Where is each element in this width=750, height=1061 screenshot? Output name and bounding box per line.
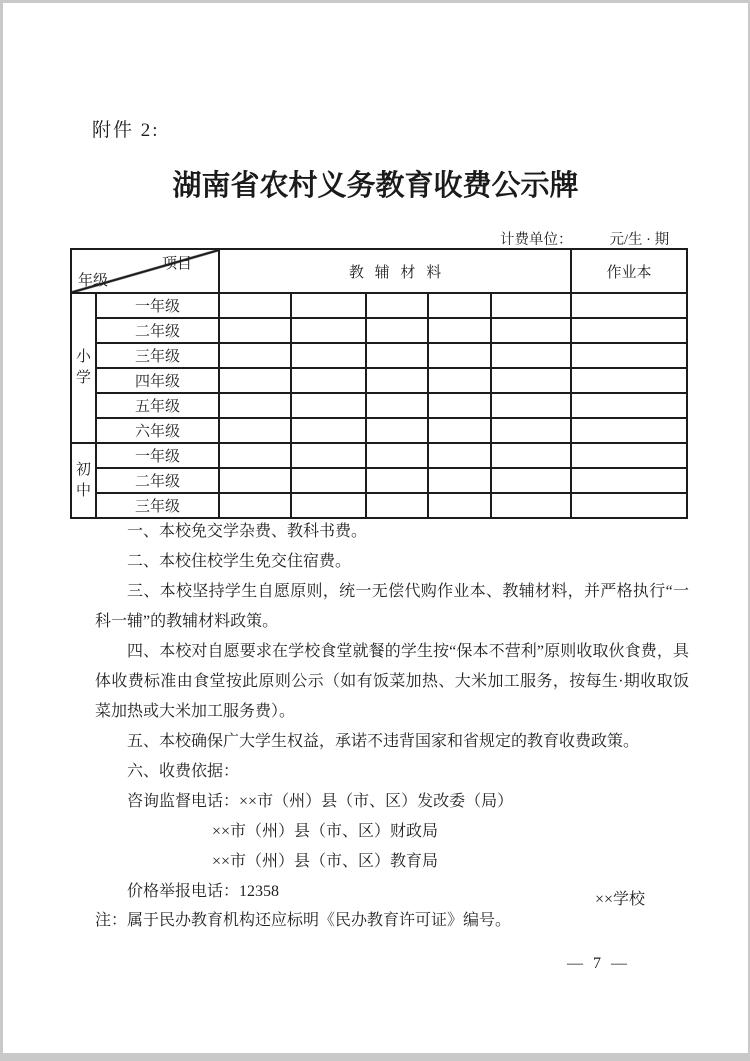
fee-cell <box>219 293 291 318</box>
fee-cell <box>366 393 428 418</box>
fee-cell <box>366 318 428 343</box>
note-item-6: 六、收费依据： <box>127 763 240 780</box>
grade-cell: 二年级 <box>96 468 219 493</box>
grade-cell: 二年级 <box>96 318 219 343</box>
fee-cell <box>491 443 571 468</box>
fee-cell <box>219 493 291 518</box>
fee-cell <box>571 393 687 418</box>
attachment-label: 附件 2: <box>92 120 160 141</box>
fee-cell <box>571 368 687 393</box>
fee-cell <box>491 343 571 368</box>
school-group-primary: 小学 <box>71 293 96 443</box>
fee-cell <box>428 393 491 418</box>
fee-cell <box>571 293 687 318</box>
fee-cell <box>291 343 366 368</box>
fee-cell <box>491 293 571 318</box>
fee-cell <box>491 393 571 418</box>
fee-cell <box>291 393 366 418</box>
fee-cell <box>291 293 366 318</box>
materials-header-cell <box>219 249 571 293</box>
table-row <box>71 468 687 493</box>
fee-cell <box>291 418 366 443</box>
grade-cell: 六年级 <box>96 418 219 443</box>
fee-cell <box>428 343 491 368</box>
fee-cell <box>571 418 687 443</box>
fee-cell <box>291 493 366 518</box>
note-item-4: 四、本校对自愿要求在学校食堂就餐的学生按“保本不营利”原则收取伙食费，具体收费标准由食堂按此原则公示（如有饭菜加热、大米加工服务，按每生·期收取饭菜加热或大米加工服务费）。 <box>95 643 689 720</box>
table-row <box>71 293 687 318</box>
fee-cell <box>491 368 571 393</box>
billing-unit-label: 计费单位： <box>500 232 573 248</box>
fee-cell <box>428 443 491 468</box>
table-row <box>71 368 687 393</box>
fee-cell <box>366 468 428 493</box>
fee-cell <box>219 318 291 343</box>
fee-cell <box>219 418 291 443</box>
note-item-3: 三、本校坚持学生自愿原则，统一无偿代购作业本、教辅材料，并严格执行“一科一辅”的教辅材料政策。 <box>95 583 689 630</box>
table-row <box>71 393 687 418</box>
table-row <box>71 443 687 468</box>
price-report-label: 价格举报电话： <box>127 883 240 900</box>
corner-label-project: 项目 <box>161 256 192 272</box>
fee-cell <box>428 418 491 443</box>
billing-unit-line <box>500 228 669 249</box>
fee-cell <box>291 368 366 393</box>
fee-cell <box>491 468 571 493</box>
fee-cell <box>219 443 291 468</box>
grade-cell: 三年级 <box>96 343 219 368</box>
footnote: 注：属于民办教育机构还应标明《民办教育许可证》编号。 <box>95 912 512 929</box>
fee-cell <box>291 443 366 468</box>
table-row <box>71 343 687 368</box>
supervision-phone-line: ××市（州）县（市、区）教育局 <box>212 853 439 870</box>
fee-cell <box>571 318 687 343</box>
workbook-header-cell <box>571 249 687 293</box>
fee-cell <box>366 293 428 318</box>
school-signature: ××学校 <box>595 891 646 908</box>
note-item-2: 二、本校住校学生免交住宿费。 <box>127 553 352 570</box>
grade-cell: 一年级 <box>96 443 219 468</box>
supervision-phone-value: ××市（州）县（市、区）发改委（局） <box>239 793 514 810</box>
fee-cell <box>219 368 291 393</box>
page-number: — 7 — <box>567 955 630 972</box>
fee-cell <box>291 318 366 343</box>
corner-diagonal <box>72 250 218 292</box>
school-group-junior: 初中 <box>71 443 96 518</box>
fee-cell <box>428 318 491 343</box>
fee-cell <box>291 468 366 493</box>
table-row <box>71 493 687 518</box>
notes-section <box>95 517 689 907</box>
price-report-value: 12358 <box>239 883 280 900</box>
fee-cell <box>366 418 428 443</box>
fee-cell <box>491 493 571 518</box>
fee-cell <box>366 493 428 518</box>
grade-cell: 三年级 <box>96 493 219 518</box>
workbook-header: 作业本 <box>606 264 652 281</box>
supervision-phone-line <box>95 787 689 817</box>
supervision-phone-line: ××市（州）县（市、区）财政局 <box>212 823 439 840</box>
table-row <box>71 318 687 343</box>
fee-cell <box>571 493 687 518</box>
fee-cell <box>491 418 571 443</box>
note-item-5: 五、本校确保广大学生权益，承诺不违背国家和省规定的教育收费政策。 <box>127 733 640 750</box>
grade-cell: 四年级 <box>96 368 219 393</box>
fee-cell <box>366 368 428 393</box>
fee-cell <box>571 443 687 468</box>
fee-cell <box>428 293 491 318</box>
fee-cell <box>366 343 428 368</box>
note-item-1: 一、本校免交学杂费、教科书费。 <box>127 523 368 540</box>
document-page <box>3 3 748 1053</box>
fee-cell <box>571 343 687 368</box>
fee-cell <box>428 368 491 393</box>
fee-cell <box>428 493 491 518</box>
fee-cell <box>219 343 291 368</box>
fee-cell <box>219 468 291 493</box>
document-title: 湖南省农村义务教育收费公示牌 <box>172 170 579 202</box>
fee-cell <box>571 468 687 493</box>
grade-cell: 一年级 <box>96 293 219 318</box>
fee-cell <box>219 393 291 418</box>
fee-cell <box>491 318 571 343</box>
corner-label-grade: 年级 <box>78 273 109 289</box>
table-corner-cell <box>71 249 219 293</box>
fee-table <box>70 248 688 519</box>
table-row <box>71 418 687 443</box>
billing-unit-value: 元/生 · 期 <box>609 232 670 248</box>
grade-cell: 五年级 <box>96 393 219 418</box>
supervision-phone-label: 咨询监督电话： <box>127 793 240 810</box>
fee-cell <box>366 443 428 468</box>
materials-header: 教辅材料 <box>348 264 453 281</box>
fee-cell <box>428 468 491 493</box>
